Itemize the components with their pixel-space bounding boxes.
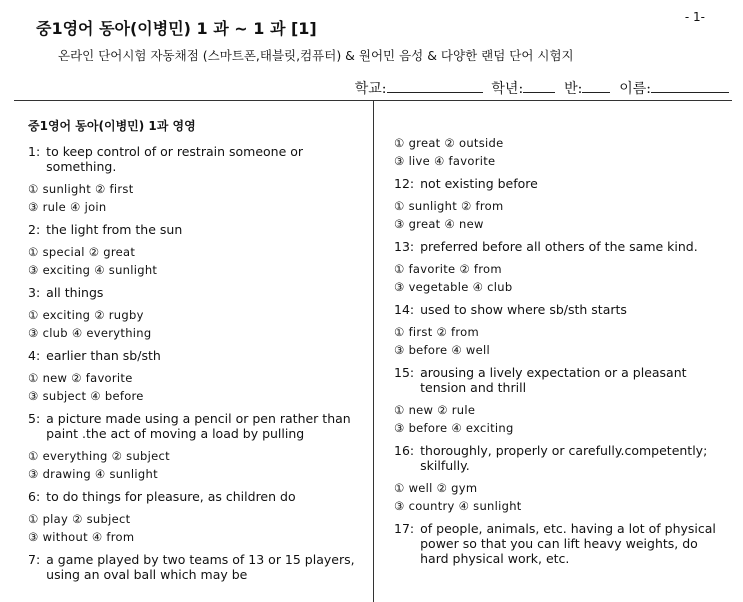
name-label: 이름:	[619, 81, 651, 97]
options	[394, 401, 728, 437]
option-line: ③ subject ④ before	[28, 389, 144, 403]
options	[394, 197, 728, 233]
question	[394, 302, 728, 317]
left-column	[28, 108, 364, 588]
question	[28, 285, 364, 300]
column-divider	[373, 100, 374, 602]
question	[394, 176, 728, 191]
question-text: thoroughly, properly or carefully.competently; skilfully.	[420, 443, 708, 473]
question-number: 5:	[28, 411, 41, 426]
options	[394, 134, 728, 170]
option-line: ③ great ④ new	[394, 217, 484, 231]
option-line: ① sunlight ② from	[394, 199, 504, 213]
question-text: to do things for pleasure, as children do	[46, 489, 296, 504]
question-number: 6:	[28, 489, 41, 504]
option-line: ③ before ④ well	[394, 343, 490, 357]
class-label: 반:	[564, 81, 583, 97]
option-line: ① special ② great	[28, 245, 136, 259]
question	[28, 411, 364, 441]
option-line: ① exciting ② rugby	[28, 308, 144, 322]
question	[394, 521, 728, 566]
question-text: earlier than sb/sth	[46, 348, 161, 363]
question-text: used to show where sb/sth starts	[420, 302, 627, 317]
option-line: ① sunlight ② first	[28, 182, 134, 196]
question-number: 13:	[394, 239, 415, 254]
options	[28, 180, 364, 216]
option-line: ③ without ④ from	[28, 530, 135, 544]
option-line: ① great ② outside	[394, 136, 504, 150]
options	[394, 260, 728, 296]
option-line: ③ exciting ④ sunlight	[28, 263, 158, 277]
question	[28, 552, 364, 582]
options	[394, 323, 728, 359]
question-number: 16:	[394, 443, 415, 458]
option-line: ③ rule ④ join	[28, 200, 107, 214]
options	[28, 447, 364, 483]
option-line: ① favorite ② from	[394, 262, 502, 276]
school-blank[interactable]	[387, 80, 483, 93]
page-subtitle: 온라인 단어시험 자동채점 (스마트폰,태블릿,컴퓨터) & 원어민 음성 & 다양한 랜덤 단어 시험지	[58, 48, 574, 63]
option-line: ① everything ② subject	[28, 449, 170, 463]
option-line: ① play ② subject	[28, 512, 131, 526]
question-number: 15:	[394, 365, 415, 380]
question-number: 12:	[394, 176, 415, 191]
option-line: ③ club ④ everything	[28, 326, 152, 340]
option-line: ① first ② from	[394, 325, 480, 339]
page-number: - 1-	[684, 10, 705, 24]
grade-label: 학년:	[491, 81, 524, 97]
name-blank[interactable]	[651, 80, 729, 93]
question-number: 7:	[28, 552, 41, 567]
question	[28, 144, 364, 174]
question-text: a picture made using a pencil or pen rather than paint .the act of moving a load by pulling	[46, 411, 351, 441]
question-text: the light from the sun	[46, 222, 183, 237]
question-number: 14:	[394, 302, 415, 317]
options	[28, 510, 364, 546]
option-line: ① new ② rule	[394, 403, 476, 417]
question-number: 17:	[394, 521, 415, 536]
question	[28, 489, 364, 504]
option-line: ① well ② gym	[394, 481, 478, 495]
options	[394, 479, 728, 515]
question-text: not existing before	[420, 176, 538, 191]
options	[28, 369, 364, 405]
option-line: ③ vegetable ④ club	[394, 280, 513, 294]
grade-blank[interactable]	[523, 80, 555, 93]
question-number: 2:	[28, 222, 41, 237]
right-column	[394, 108, 728, 572]
options	[28, 243, 364, 279]
question-text: a game played by two teams of 13 or 15 players, using an oval ball which may be	[46, 552, 355, 582]
question-text: to keep control of or restrain someone or something.	[46, 144, 304, 174]
question	[394, 443, 728, 473]
option-line: ① new ② favorite	[28, 371, 133, 385]
student-info	[355, 78, 729, 98]
question	[28, 222, 364, 237]
question	[394, 365, 728, 395]
question-text: preferred before all others of the same kind.	[420, 239, 698, 254]
question-text: all things	[46, 285, 104, 300]
option-line: ③ drawing ④ sunlight	[28, 467, 158, 481]
question-text: arousing a lively expectation or a pleasant tension and thrill	[420, 365, 687, 395]
page-title: 중1영어 동아(이병민) 1 과 ~ 1 과 [1]	[36, 19, 317, 38]
question	[394, 239, 728, 254]
options	[28, 306, 364, 342]
class-blank[interactable]	[582, 80, 610, 93]
question-number: 3:	[28, 285, 41, 300]
option-line: ③ before ④ exciting	[394, 421, 514, 435]
school-label: 학교:	[354, 81, 387, 97]
question	[28, 348, 364, 363]
question-number: 1:	[28, 144, 41, 159]
question-text: of people, animals, etc. having a lot of physical power so that you can lift heavy weights, do hard physical work, etc.	[420, 521, 716, 566]
question-number: 4:	[28, 348, 41, 363]
section-heading: 중1영어 동아(이병민) 1과 영영	[28, 119, 196, 133]
option-line: ③ live ④ favorite	[394, 154, 496, 168]
option-line: ③ country ④ sunlight	[394, 499, 522, 513]
